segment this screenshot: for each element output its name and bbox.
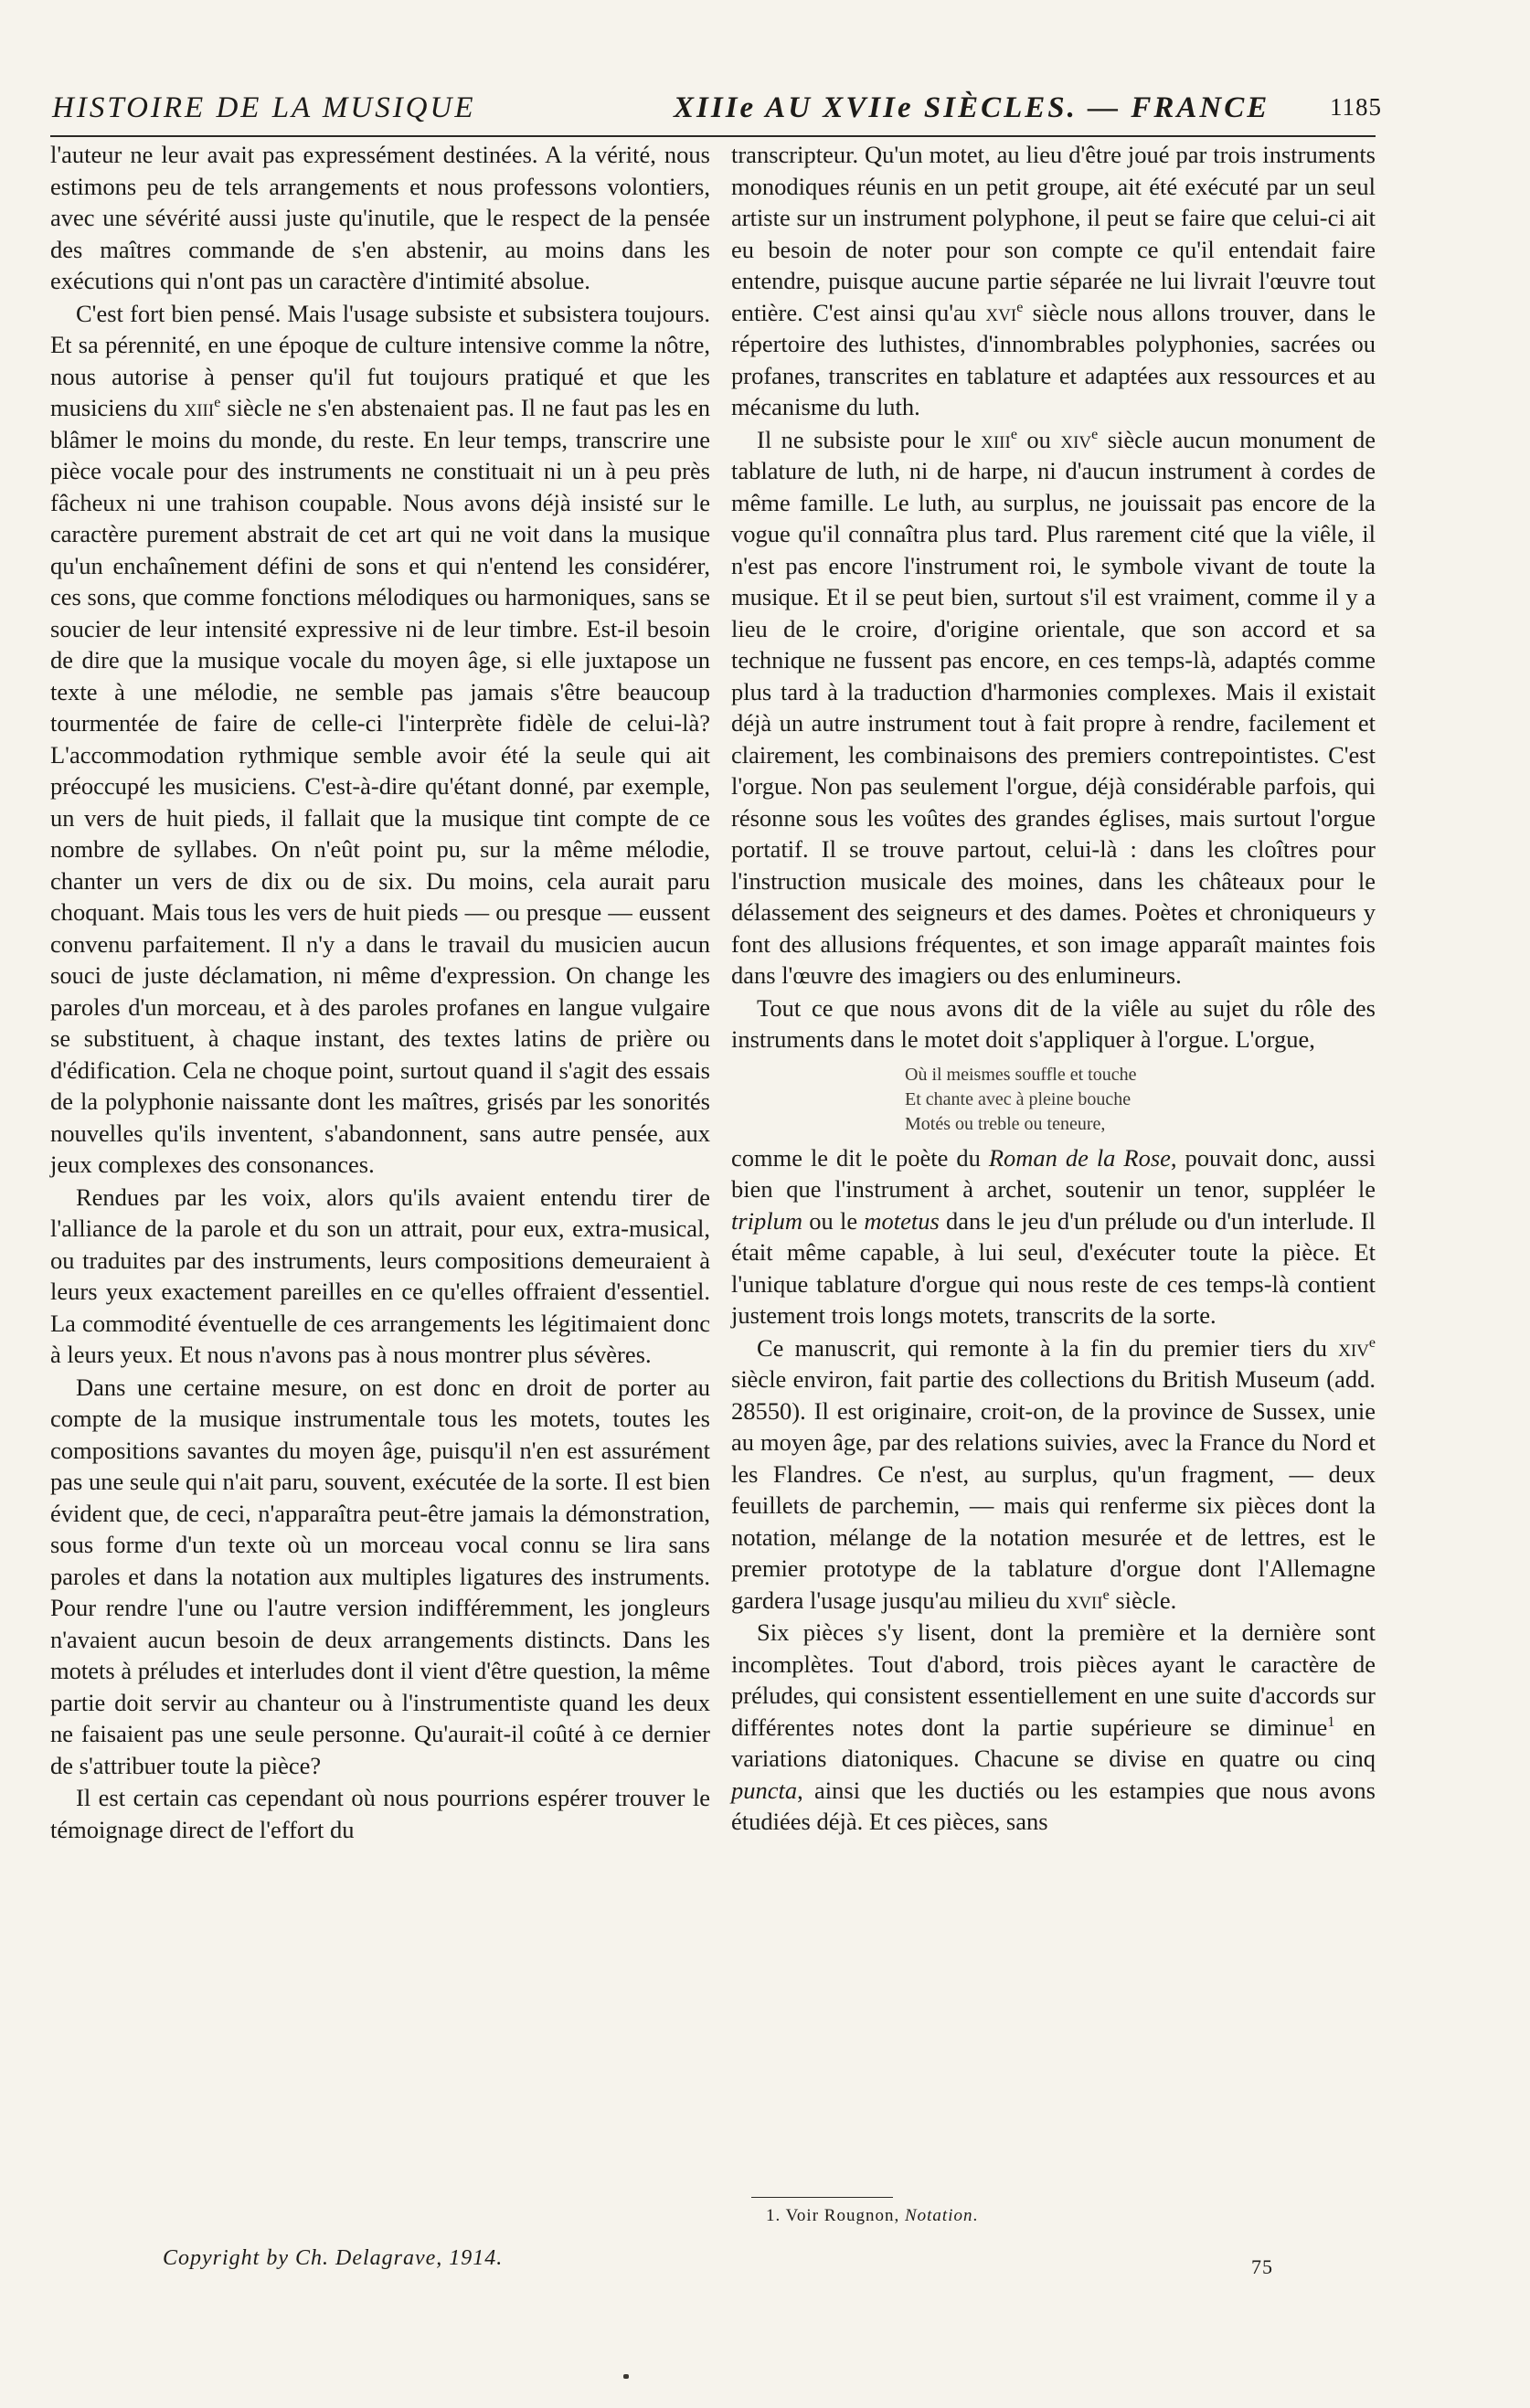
verse-line: Où il meismes souffle et touche [905,1064,1137,1085]
paragraph: Il est certain cas cependant où nous pourrions espérer trouver le témoignage direct de l'effort du [50,1784,710,1843]
paragraph: comme le dit le poète du Roman de la Rose, pouvait donc, aussi bien que l'instrument à archet, soutenir un tenor, suppléer le triplum ou le motetus dans le jeu d'un prélude ou d'un interlude. Il était même capable, à lui seul, d'exécuter toute la pièce. Et l'unique tablature d'orgue qui nous reste de ces temps-là contient justement trois longs motets, transcrits de la sorte. [731,1143,1376,1329]
paragraph: transcripteur. Qu'un motet, au lieu d'être joué par trois instruments monodiques réunis en un petit groupe, ait été exécuté par un seul artiste sur un instrument polyphone, il peut se faire que celui-ci ait eu besoin de noter pour son compte ce qu'il entendait faire entendre, puisque aucune partie séparée ne lui livrait l'œuvre tout entière. C'est ainsi qu'au xvi$^e$ siècle nous allons trouver, dans le répertoire des luthistes, d'innombrables polyphonies, sacrées ou profanes, transcrites en tablature et adaptées aux ressources et au mécanisme du luth. [731,141,1376,420]
header-rule [50,135,1376,137]
paragraph: Six pièces s'y lisent, dont la première et la dernière sont incomplètes. Tout d'abord, trois pièces ayant le caractère de préludes, qui consistent essentiellement en une suite d'accords sur différentes notes dont la partie supérieure se diminue$^1$ en variations diatoniques. Chacune se divise en quatre ou cinq puncta, ainsi que les ductiés ou les estampies que nous avons étudiées déjà. Et ces pièces, sans [731,1618,1376,1835]
paragraph: Tout ce que nous avons dit de la viêle au sujet du rôle des instruments dans le motet doit s'appliquer à l'orgue. L'orgue, [731,993,1376,1053]
page-number: 1185 [1330,93,1382,121]
paragraph: l'auteur ne leur avait pas expressément destinées. A la vérité, nous estimons peu de tels arrangements et nous professons volontiers, avec une sévérité aussi juste qu'inutile, que le respect de la pensée des maîtres commande de s'en abstenir, au moins dans les exécutions qui n'ont pas un caractère d'intimité absolue. [50,141,710,294]
paragraph: Il ne subsiste pour le xiii$^e$ ou xiv$^e$ siècle aucun monument de tablature de luth, ni de harpe, ni d'aucun instrument à cordes de même famille. Le luth, au surplus, ne jouissait pas encore de la vogue qu'il connaîtra plus tard. Plus rarement cité que la viêle, il n'est pas encore l'instrument roi, le symbole vivant de toute la musique. Et il se peut bien, surtout s'il est vraiment, comme il y a lieu de le croire, d'origine orientale, que son accord et sa technique ne fussent pas encore, en ces temps-là, adaptés comme plus tard à la traduction d'harmonies complexes. Mais il existait déjà un autre instrument tout à fait propre à rendre, facilement et clairement, les combinaisons des premiers contrepointistes. C'est l'orgue. Non pas seulement l'orgue, déjà considérable parfois, qui résonne sous les voûtes des grandes églises, mais surtout l'orgue portatif. Il se trouve partout, celui-là : dans les cloîtres pour l'instruction musicale des moines, dans les châteaux pour le délassement des seigneurs et des dames. Poètes et chroniqueurs y font des allusions fréquentes, et son image apparaît maintes fois dans l'œuvre des imagiers ou des enlumineurs. [731,425,1376,989]
paragraph: Ce manuscrit, qui remonte à la fin du premier tiers du xiv$^e$ siècle environ, fait partie des collections du British Museum (add. 28550). Il est originaire, croit-on, de la province de Sussex, unie au moyen âge, par des relations suivies, avec la France du Nord et les Flandres. Ce n'est, au surplus, qu'un fragment, — deux feuillets de parchemin, — mais qui renferme six pièces dont la notation, mélange de la notation mesurée et de lettres, est le premier prototype de la tablature d'orgue dont l'Allemagne gardera l'usage jusqu'au milieu du xvii$^e$ siècle. [731,1333,1376,1614]
paragraph: Dans une certaine mesure, on est donc en droit de porter au compte de la musique instrumentale tous les motets, toutes les compositions savantes du moyen âge, puisqu'il n'en est assurément pas une seule qui n'ait paru, souvent, exécutée de la sorte. Il est bien évident que, de ceci, n'apparaîtra peut-être jamais la démonstration, sous forme d'un texte où un morceau vocal connu se lira sans paroles et dans la notation aux multiples ligatures des instruments. Pour rendre l'une ou l'autre version indifféremment, les jongleurs n'avaient aucun besoin de deux arrangements distincts. Dans les motets à préludes et interludes dont il vient d'être question, la même partie doit servir au chanteur ou à l'instrumentiste quand les deux ne faisaient pas une seule personne. Qu'aurait-il coûté à ce dernier de s'attribuer toute la pièce? [50,1373,710,1779]
header-book-title: HISTOIRE DE LA MUSIQUE [52,91,476,124]
left-column [50,139,710,1845]
verse-quotation [905,1063,1376,1137]
page-dot [623,2374,629,2379]
paragraph: C'est fort bien pensé. Mais l'usage subsiste et subsistera toujours. Et sa pérennité, en une époque de culture intensive comme la nôtre, nous autorise à penser qu'il fut toujours pratiqué et que les musiciens du xiii$^e$ siècle ne s'en abstenaient pas. Il ne faut pas les en blâmer le moins du monde, du reste. En leur temps, transcrire une pièce vocale pour des instruments ne constituait ni un à peu près fâcheux ni une trahison coupable. Nous avons déjà insisté sur le caractère purement abstrait de cet art qui ne voit dans la musique qu'un enchaînement défini de sons et qui n'entend les considérer, ces sons, que comme fonctions mélodiques ou harmoniques, sans se soucier de leur intensité expressive ni de leur timbre. Est-il besoin de dire que la musique vocale du moyen âge, si elle juxtapose un texte à une mélodie, ne semble pas jamais s'être beaucoup tourmentée de faire de celle-ci l'interprète fidèle de celui-là? L'accommodation rythmique semble avoir été la seule qui ait préoccupé les musiciens. C'est-à-dire qu'étant donné, par exemple, un vers de huit pieds, il fallait que la musique tint compte de ce nombre de syllabes. On n'eût point pu, sur la même mélodie, chanter un vers de dix ou de six. Du moins, cela aurait paru choquant. Mais tous les vers de huit pieds — ou presque — eussent convenu parfaitement. Il n'y a dans le travail du musicien aucun souci de juste déclamation, ni même d'expression. On change les paroles d'un morceau, et à des paroles profanes en langue vulgaire se substituent, à chaque instant, des textes latins de prière ou d'édification. Cela ne choque point, surtout quand il s'agit des essais de la polyphonie naissante dont les maîtres, grisés par les sonorités nouvelles qu'ils inventent, s'abandonnent, sans autre pensée, aux jeux complexes des consonances. [50,299,710,1178]
footnote-marker: 1 [1327,1713,1335,1730]
running-header [50,84,1382,128]
paragraph: Rendues par les voix, alors qu'ils avaient entendu tirer de l'alliance de la parole et du son un attrait, pour eux, extra-musical, ou traduites par des instruments, leurs compositions demeuraient à leurs yeux exactement pareilles en ce qu'elles offraient d'essentiel. La commodité éventuelle de ces arrangements les légitimaient donc à leurs yeux. Et nous n'avons pas à nous montrer plus sévères. [50,1183,710,1368]
copyright-line: Copyright by Ch. Delagrave, 1914. [163,2246,504,2270]
header-section-title: XIIIe AU XVIIe SIÈCLES. — FRANCE [674,91,1270,124]
right-column [731,139,1376,1838]
signature-mark: 75 [1251,2255,1273,2278]
verse-line: Motés ou treble ou teneure, [905,1113,1106,1134]
footnote: 1. Voir Rougnon, Notation. [766,2206,979,2225]
footnote-rule [751,2197,893,2198]
verse-line: Et chante avec à pleine bouche [905,1088,1132,1109]
